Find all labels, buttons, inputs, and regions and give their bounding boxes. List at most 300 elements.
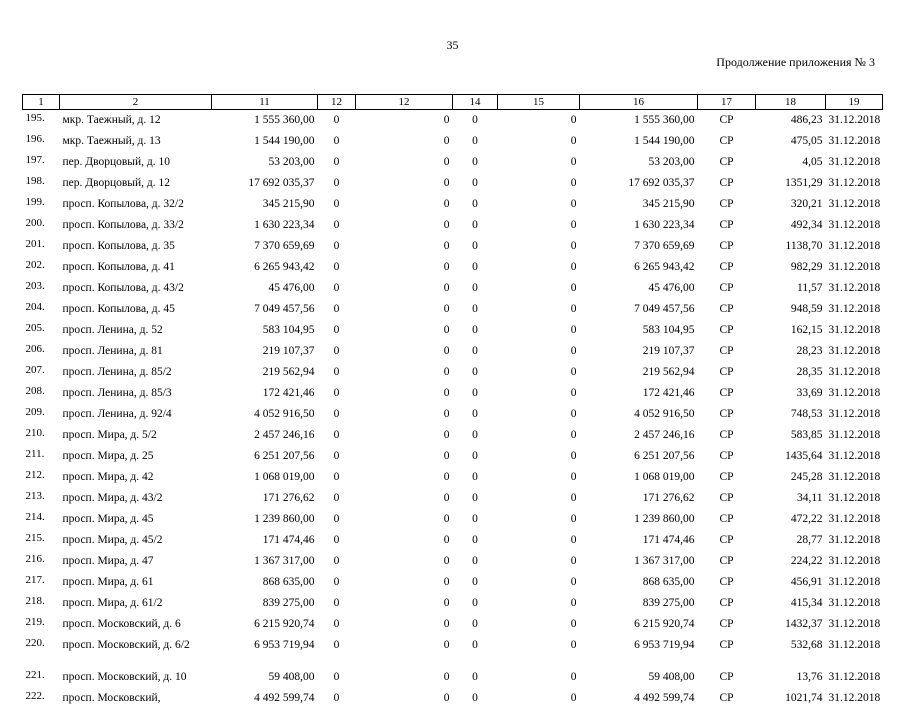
col12a-value: 0 [318,362,356,383]
col14-value: 0 [453,688,498,709]
table-row [23,509,883,530]
col12b-value: 0 [356,688,453,709]
col12a-value: 0 [318,530,356,551]
col19-date: 31.12.2018 [826,667,883,688]
col12b-value: 0 [356,110,453,132]
col16-value: 1 068 019,00 [580,467,698,488]
col18-value: 11,57 [756,278,826,299]
cost-total: 59 408,00 [212,667,318,688]
col19-date: 31.12.2018 [826,320,883,341]
col14-value: 0 [453,110,498,132]
address: просп. Мира, д. 45 [60,509,212,530]
col18-value: 1021,74 [756,688,826,709]
col15-value: 0 [498,131,580,152]
address: просп. Мира, д. 25 [60,446,212,467]
col15-value: 0 [498,467,580,488]
col16-value: 171 276,62 [580,488,698,509]
col14-value: 0 [453,362,498,383]
col16-value: 6 215 920,74 [580,614,698,635]
col17-value: СР [698,614,756,635]
col15-value: 0 [498,530,580,551]
col12a-value: 0 [318,110,356,132]
col17-value: СР [698,593,756,614]
row-number: 197. [23,152,60,173]
col19-date: 31.12.2018 [826,446,883,467]
col19-date: 31.12.2018 [826,593,883,614]
col18-value: 34,11 [756,488,826,509]
col15-value: 0 [498,572,580,593]
row-number: 200. [23,215,60,236]
col15-value: 0 [498,383,580,404]
cost-total: 171 474,46 [212,530,318,551]
col12a-value: 0 [318,215,356,236]
col18-value: 982,29 [756,257,826,278]
col18-value: 583,85 [756,425,826,446]
col17-value: СР [698,404,756,425]
row-number: 219. [23,614,60,635]
row-number: 209. [23,404,60,425]
column-header: 2 [60,95,212,110]
col16-value: 219 562,94 [580,362,698,383]
col17-value: СР [698,341,756,362]
col16-value: 6 953 719,94 [580,635,698,667]
col15-value: 0 [498,688,580,709]
row-number: 201. [23,236,60,257]
col12b-value: 0 [356,362,453,383]
row-number: 207. [23,362,60,383]
col12b-value: 0 [356,404,453,425]
address: просп. Московский, д. 6/2 [60,635,212,667]
table-row [23,236,883,257]
cost-total: 171 276,62 [212,488,318,509]
col19-date: 31.12.2018 [826,467,883,488]
col12a-value: 0 [318,341,356,362]
col14-value: 0 [453,509,498,530]
address: просп. Копылова, д. 35 [60,236,212,257]
col16-value: 7 049 457,56 [580,299,698,320]
column-header: 15 [498,95,580,110]
col14-value: 0 [453,194,498,215]
col18-value: 4,05 [756,152,826,173]
col14-value: 0 [453,131,498,152]
cost-total: 4 052 916,50 [212,404,318,425]
data-table [22,94,883,709]
table-row [23,404,883,425]
col19-date: 31.12.2018 [826,688,883,709]
col17-value: СР [698,509,756,530]
col12b-value: 0 [356,320,453,341]
col18-value: 224,22 [756,551,826,572]
col12a-value: 0 [318,131,356,152]
col16-value: 172 421,46 [580,383,698,404]
col12b-value: 0 [356,667,453,688]
col12b-value: 0 [356,488,453,509]
cost-total: 6 251 207,56 [212,446,318,467]
col17-value: СР [698,572,756,593]
col15-value: 0 [498,194,580,215]
col12a-value: 0 [318,383,356,404]
address: просп. Мира, д. 47 [60,551,212,572]
col17-value: СР [698,530,756,551]
col17-value: СР [698,320,756,341]
col15-value: 0 [498,593,580,614]
address: просп. Копылова, д. 32/2 [60,194,212,215]
col16-value: 53 203,00 [580,152,698,173]
col15-value: 0 [498,551,580,572]
col16-value: 868 635,00 [580,572,698,593]
row-number: 221. [23,667,60,688]
col19-date: 31.12.2018 [826,236,883,257]
col17-value: СР [698,488,756,509]
col19-date: 31.12.2018 [826,110,883,132]
col18-value: 532,68 [756,635,826,667]
row-number: 199. [23,194,60,215]
col15-value: 0 [498,236,580,257]
col12a-value: 0 [318,152,356,173]
col14-value: 0 [453,257,498,278]
col19-date: 31.12.2018 [826,425,883,446]
col12a-value: 0 [318,299,356,320]
col17-value: СР [698,299,756,320]
page-number: 35 [0,38,905,53]
col12a-value: 0 [318,404,356,425]
cost-total: 345 215,90 [212,194,318,215]
col12b-value: 0 [356,530,453,551]
col14-value: 0 [453,551,498,572]
col17-value: СР [698,278,756,299]
col14-value: 0 [453,383,498,404]
column-header: 12 [318,95,356,110]
col18-value: 456,91 [756,572,826,593]
table-row [23,278,883,299]
col12b-value: 0 [356,614,453,635]
cost-total: 1 630 223,34 [212,215,318,236]
col16-value: 583 104,95 [580,320,698,341]
col16-value: 171 474,46 [580,530,698,551]
cost-total: 6 953 719,94 [212,635,318,667]
cost-total: 583 104,95 [212,320,318,341]
col17-value: СР [698,425,756,446]
table-row [23,614,883,635]
row-number: 216. [23,551,60,572]
col15-value: 0 [498,152,580,173]
col12b-value: 0 [356,215,453,236]
col14-value: 0 [453,593,498,614]
col15-value: 0 [498,110,580,132]
address: просп. Мира, д. 42 [60,467,212,488]
row-number: 215. [23,530,60,551]
col15-value: 0 [498,320,580,341]
col14-value: 0 [453,278,498,299]
row-number: 204. [23,299,60,320]
col14-value: 0 [453,341,498,362]
col16-value: 6 251 207,56 [580,446,698,467]
col16-value: 839 275,00 [580,593,698,614]
col19-date: 31.12.2018 [826,530,883,551]
col16-value: 1 239 860,00 [580,509,698,530]
col12b-value: 0 [356,572,453,593]
col15-value: 0 [498,509,580,530]
col12b-value: 0 [356,131,453,152]
col18-value: 162,15 [756,320,826,341]
col18-value: 948,59 [756,299,826,320]
col14-value: 0 [453,236,498,257]
table-row [23,530,883,551]
column-header: 14 [453,95,498,110]
col16-value: 59 408,00 [580,667,698,688]
table-row [23,257,883,278]
col14-value: 0 [453,404,498,425]
col19-date: 31.12.2018 [826,509,883,530]
address: просп. Мира, д. 45/2 [60,530,212,551]
col16-value: 345 215,90 [580,194,698,215]
col18-value: 748,53 [756,404,826,425]
row-number: 203. [23,278,60,299]
col16-value: 1 367 317,00 [580,551,698,572]
col14-value: 0 [453,320,498,341]
col18-value: 320,21 [756,194,826,215]
table-row [23,194,883,215]
row-number: 212. [23,467,60,488]
cost-total: 7 049 457,56 [212,299,318,320]
row-number: 208. [23,383,60,404]
table-row [23,551,883,572]
cost-total: 4 492 599,74 [212,688,318,709]
col19-date: 31.12.2018 [826,614,883,635]
col12a-value: 0 [318,614,356,635]
cost-total: 219 562,94 [212,362,318,383]
column-header: 19 [826,95,883,110]
address: просп. Копылова, д. 45 [60,299,212,320]
address: просп. Мира, д. 61/2 [60,593,212,614]
col15-value: 0 [498,299,580,320]
cost-total: 45 476,00 [212,278,318,299]
table-row [23,572,883,593]
col16-value: 7 370 659,69 [580,236,698,257]
table-row [23,425,883,446]
col14-value: 0 [453,488,498,509]
col18-value: 492,34 [756,215,826,236]
col12b-value: 0 [356,236,453,257]
address: просп. Копылова, д. 41 [60,257,212,278]
address: просп. Мира, д. 61 [60,572,212,593]
col12a-value: 0 [318,320,356,341]
col18-value: 33,69 [756,383,826,404]
row-number: 198. [23,173,60,194]
table-body [23,110,883,709]
col17-value: СР [698,667,756,688]
col18-value: 1435,64 [756,446,826,467]
col12b-value: 0 [356,152,453,173]
col12a-value: 0 [318,425,356,446]
table-header-row [23,95,883,110]
cost-total: 1 367 317,00 [212,551,318,572]
col18-value: 28,77 [756,530,826,551]
col14-value: 0 [453,446,498,467]
col14-value: 0 [453,173,498,194]
row-number: 213. [23,488,60,509]
col16-value: 1 544 190,00 [580,131,698,152]
table-row [23,446,883,467]
col18-value: 1432,37 [756,614,826,635]
col16-value: 1 630 223,34 [580,215,698,236]
col19-date: 31.12.2018 [826,404,883,425]
address: просп. Копылова, д. 43/2 [60,278,212,299]
column-header: 1 [23,95,60,110]
col16-value: 45 476,00 [580,278,698,299]
col15-value: 0 [498,362,580,383]
table-row [23,667,883,688]
col17-value: СР [698,257,756,278]
col15-value: 0 [498,488,580,509]
col12b-value: 0 [356,446,453,467]
column-header: 16 [580,95,698,110]
cost-total: 6 215 920,74 [212,614,318,635]
row-number: 211. [23,446,60,467]
col19-date: 31.12.2018 [826,194,883,215]
table-row [23,341,883,362]
row-number: 196. [23,131,60,152]
cost-total: 1 544 190,00 [212,131,318,152]
col15-value: 0 [498,635,580,667]
col17-value: СР [698,362,756,383]
cost-total: 17 692 035,37 [212,173,318,194]
col12b-value: 0 [356,593,453,614]
col15-value: 0 [498,404,580,425]
col12b-value: 0 [356,341,453,362]
col19-date: 31.12.2018 [826,488,883,509]
col17-value: СР [698,110,756,132]
col12a-value: 0 [318,467,356,488]
col18-value: 28,35 [756,362,826,383]
address: пер. Дворцовый, д. 12 [60,173,212,194]
col17-value: СР [698,551,756,572]
col18-value: 475,05 [756,131,826,152]
col19-date: 31.12.2018 [826,551,883,572]
table-row [23,215,883,236]
col12b-value: 0 [356,299,453,320]
address: просп. Московский, д. 6 [60,614,212,635]
col17-value: СР [698,152,756,173]
cost-total: 172 421,46 [212,383,318,404]
table-row [23,152,883,173]
column-header: 12 [356,95,453,110]
col12b-value: 0 [356,551,453,572]
col14-value: 0 [453,635,498,667]
col12a-value: 0 [318,194,356,215]
col17-value: СР [698,173,756,194]
address: мкр. Таежный, д. 12 [60,110,212,132]
table-row [23,593,883,614]
col18-value: 245,28 [756,467,826,488]
col15-value: 0 [498,257,580,278]
col19-date: 31.12.2018 [826,635,883,667]
table-row [23,467,883,488]
col16-value: 6 265 943,42 [580,257,698,278]
table-row [23,488,883,509]
col12b-value: 0 [356,467,453,488]
col17-value: СР [698,236,756,257]
col16-value: 2 457 246,16 [580,425,698,446]
cost-total: 839 275,00 [212,593,318,614]
col17-value: СР [698,467,756,488]
col19-date: 31.12.2018 [826,131,883,152]
address: просп. Мира, д. 5/2 [60,425,212,446]
col17-value: СР [698,688,756,709]
column-header: 11 [212,95,318,110]
col14-value: 0 [453,530,498,551]
col17-value: СР [698,635,756,667]
col14-value: 0 [453,667,498,688]
col19-date: 31.12.2018 [826,215,883,236]
col19-date: 31.12.2018 [826,383,883,404]
col12a-value: 0 [318,236,356,257]
row-number: 217. [23,572,60,593]
address: просп. Московский, д. 10 [60,667,212,688]
row-number: 205. [23,320,60,341]
col12a-value: 0 [318,667,356,688]
cost-total: 1 239 860,00 [212,509,318,530]
column-header: 18 [756,95,826,110]
col19-date: 31.12.2018 [826,572,883,593]
table-row [23,320,883,341]
cost-total: 6 265 943,42 [212,257,318,278]
col12a-value: 0 [318,173,356,194]
col18-value: 415,34 [756,593,826,614]
col18-value: 13,76 [756,667,826,688]
col12a-value: 0 [318,257,356,278]
col19-date: 31.12.2018 [826,173,883,194]
col17-value: СР [698,194,756,215]
address: просп. Ленина, д. 85/3 [60,383,212,404]
col12b-value: 0 [356,173,453,194]
col17-value: СР [698,383,756,404]
col12a-value: 0 [318,551,356,572]
address: мкр. Таежный, д. 13 [60,131,212,152]
col15-value: 0 [498,614,580,635]
cost-total: 1 555 360,00 [212,110,318,132]
address: просп. Ленина, д. 81 [60,341,212,362]
col12a-value: 0 [318,593,356,614]
col18-value: 1138,70 [756,236,826,257]
table-row [23,110,883,132]
col19-date: 31.12.2018 [826,341,883,362]
row-number: 220. [23,635,60,667]
col12a-value: 0 [318,635,356,667]
col16-value: 1 555 360,00 [580,110,698,132]
address: просп. Московский, [60,688,212,709]
cost-total: 7 370 659,69 [212,236,318,257]
col15-value: 0 [498,425,580,446]
col16-value: 219 107,37 [580,341,698,362]
address: просп. Ленина, д. 92/4 [60,404,212,425]
col12a-value: 0 [318,688,356,709]
cost-total: 868 635,00 [212,572,318,593]
col12b-value: 0 [356,257,453,278]
col14-value: 0 [453,425,498,446]
col12a-value: 0 [318,446,356,467]
table-row [23,383,883,404]
row-number: 222. [23,688,60,709]
col14-value: 0 [453,215,498,236]
col16-value: 4 052 916,50 [580,404,698,425]
col16-value: 4 492 599,74 [580,688,698,709]
col14-value: 0 [453,572,498,593]
address: просп. Мира, д. 43/2 [60,488,212,509]
col12a-value: 0 [318,278,356,299]
row-number: 206. [23,341,60,362]
address: просп. Копылова, д. 33/2 [60,215,212,236]
